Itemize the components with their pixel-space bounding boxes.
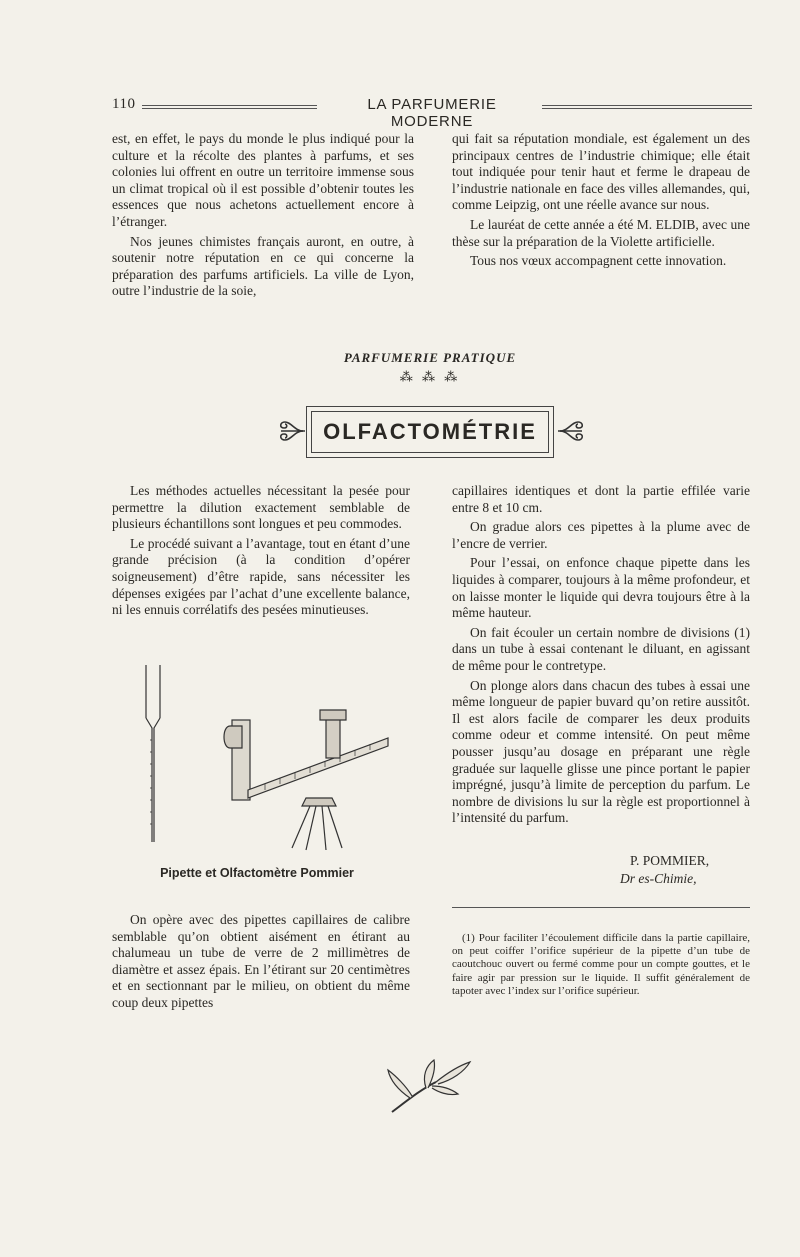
paragraph: On gradue alors ces pipettes à la plume avec de l’encre de verrier.: [452, 519, 750, 551]
scroll-ornament-left-icon: [275, 414, 307, 448]
pipette-olfactometer-illustration: [130, 660, 400, 860]
paragraph: Le procédé suivant a l’avantage, tout en étant d’une grande précision (à la condition d’opérer soigneusement) d’être rapide, sans nécessiter les dépenses exigées par l’achat d’une excellente balance, ni les ennuis corrélatifs des pesées minutieuses.: [112, 535, 410, 618]
paragraph: Tous nos vœux accompagnent cette innovation.: [470, 253, 727, 269]
paragraph: On opère avec des pipettes capillaires de calibre semblable qu’on obtient aisément en étirant au chalumeau un tube de verre de 2 millimètres de diamètre et assez épais. En l’étirant sur 20 centimètres et en sectionnant par le milieu, on obtient du même coup deux pipettes: [112, 912, 410, 1010]
olfactometer-drawing: [224, 710, 388, 850]
author-signature: [560, 852, 750, 888]
figure-caption: Pipette et Olfactomètre Pommier: [160, 866, 354, 880]
middle-left-column: [112, 483, 410, 619]
author-name: P. POMMIER,: [630, 853, 710, 868]
paragraph: qui fait sa réputation mondiale, est également un des principaux centres de l’industrie chimique; elle était tout indiquée pour tenir haut et ferme le drapeau de l’industrie nationale en face des villes allemandes, qui, comme Leipzig, ont une réelle avance sur nous.: [452, 131, 750, 213]
floral-sprig-icon: [380, 1052, 475, 1117]
top-right-column: [452, 131, 750, 270]
paragraph: est, en effet, le pays du monde le plus indiqué pour la culture et la récolte des plantes à parfums, et ses colonies lui offrent en outre un territoire immense sous un climat tropical où il est possible d’obtenir toutes les essences que nous achetons actuellement encore à l’étranger.: [112, 131, 414, 229]
paragraph: Le lauréat de cette année a été M. ELDIB, avec une thèse sur la préparation de la Violette artificielle.: [452, 216, 750, 249]
top-left-column: [112, 131, 414, 300]
article-title: OLFACTOMÉTRIE: [311, 411, 549, 453]
footnote-rule: [452, 907, 750, 908]
paragraph: capillaires identiques et dont la partie effilée varie entre 8 et 10 cm.: [452, 483, 750, 515]
paragraph: Les méthodes actuelles nécessitant la pesée pour permettre la dilution exactement semblable de plusieurs échantillons sont longues et peu commodes.: [112, 483, 410, 532]
header-rule-right: [542, 105, 752, 109]
scroll-ornament-right-icon: [556, 414, 588, 448]
running-header: [112, 96, 752, 130]
article-title-frame: [306, 406, 554, 458]
footnote: [452, 932, 750, 998]
middle-right-column: [452, 483, 750, 827]
running-title: LA PARFUMERIE MODERNE: [367, 96, 497, 130]
paragraph: Nos jeunes chimistes français auront, en outre, à soutenir notre réputation en ce qui concerne la préparation des parfums artificiels. La ville de Lyon, outre l’industrie de la soie,: [112, 233, 414, 299]
page-number: 110: [112, 96, 136, 112]
footnote-text: (1) Pour faciliter l’écoulement difficile dans la partie capillaire, on peut coiffer l’orifice supérieur de la pipette d’un tube de caoutchouc ouvert ou fermé comme pour un compte gouttes, et le faire agir par pression sur le liquide. Il suffit généralement de tapoter avec l’index sur l’orifice supérieur.: [452, 932, 750, 997]
section-heading: PARFUMERIE PRATIQUE: [343, 350, 517, 365]
header-rule-left: [142, 105, 317, 109]
fleuron-ornaments: ⁂ ⁂ ⁂: [399, 369, 461, 384]
paragraph: Pour l’essai, on enfonce chaque pipette dans les liquides à comparer, toujours à la même profondeur, et on laisse monter le liquide qui devra toujours être à la même hauteur.: [452, 555, 750, 621]
bottom-left-column: [112, 912, 410, 1012]
paragraph: On fait écouler un certain nombre de divisions (1) dans un tube à essai contenant le diluant, en agissant de même pour le contretype.: [452, 624, 750, 673]
author-title: Dr es-Chimie,: [620, 871, 697, 886]
pipette-drawing: [146, 665, 160, 842]
paragraph: On plonge alors dans chacun des tubes à essai une même longueur de papier buvard qu’on retire aussitôt. Il est alors facile de comparer les deux produits comme odeur et comme intensité. On peut même pousser jusqu’au dosage en préparant une règle graduée sur laquelle glisse une pince portant le papier imprégné, jusqu’à limite de perception du parfum. Le nombre de divisions lu sur la règle est proportionnel à l’intensité du parfum.: [452, 677, 750, 826]
